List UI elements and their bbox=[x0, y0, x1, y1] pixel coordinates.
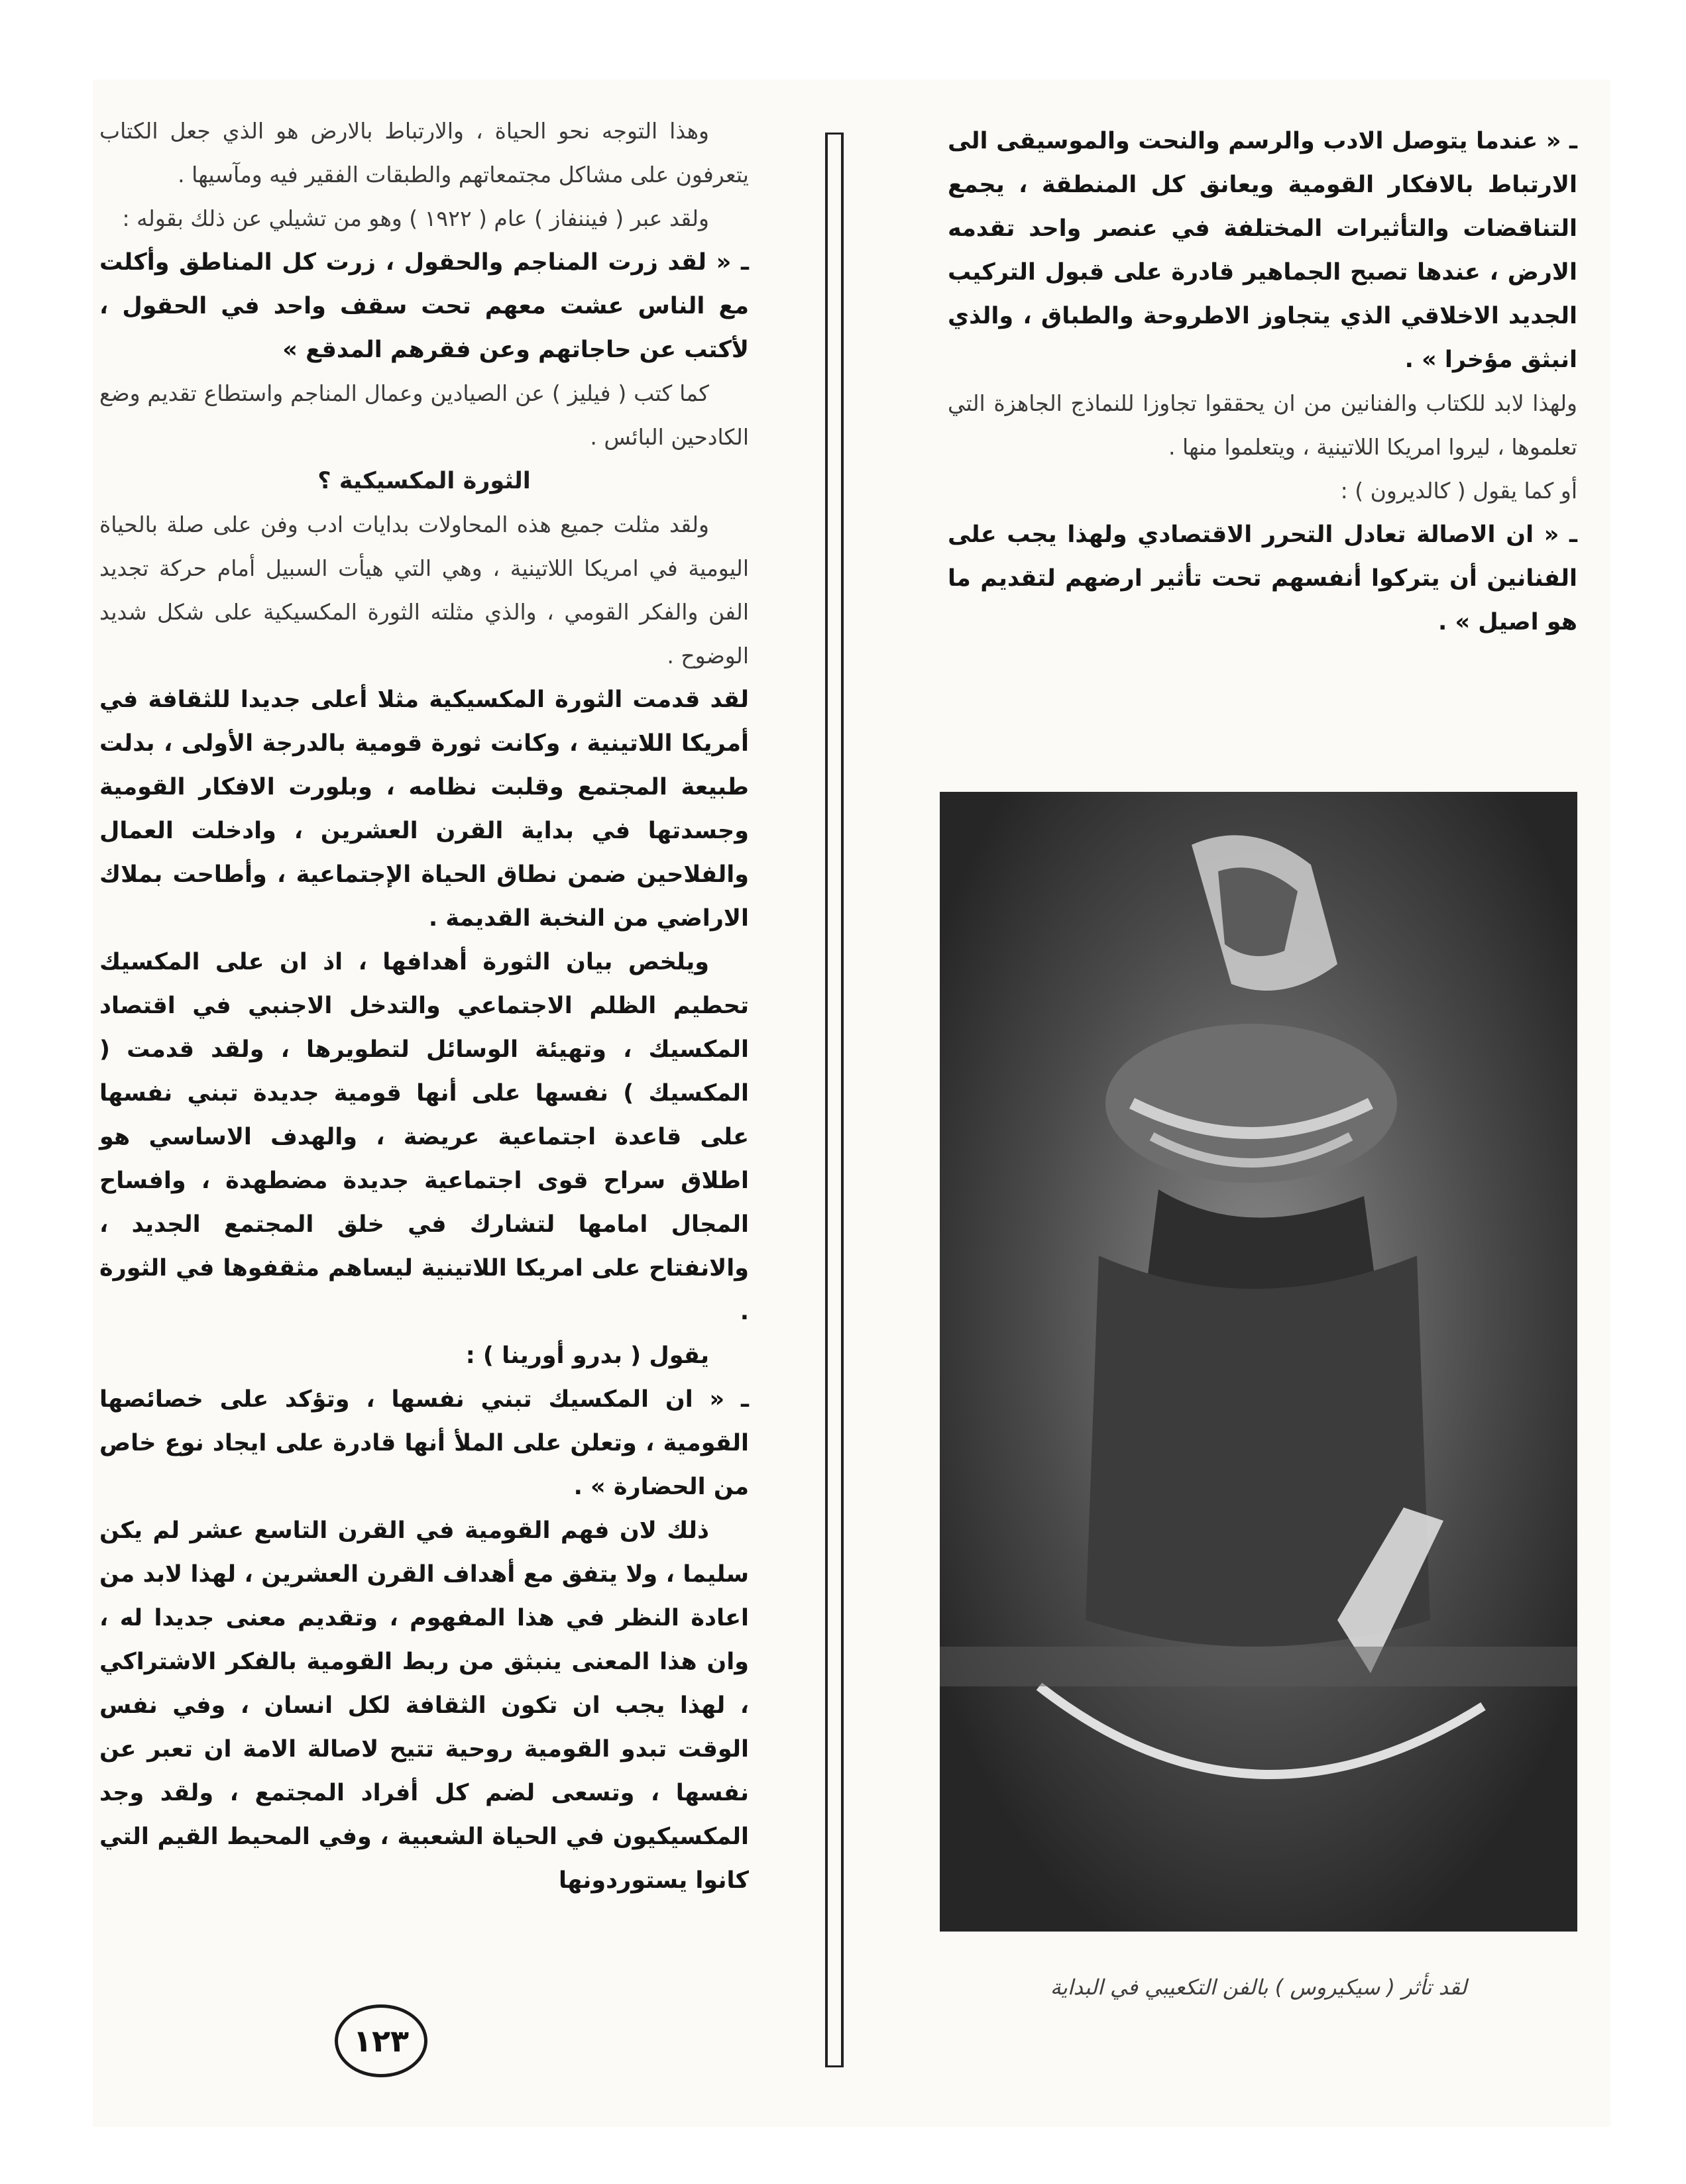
paragraph-l4: كما كتب ( فيليز ) عن الصيادين وعمال المناجم واستطاع تقديم وضع الكادحين البائس . bbox=[99, 380, 749, 450]
paragraph-l6: ولقد مثلت جميع هذه المحاولات بدايات ادب وفن على صلة بالحياة اليومية في امريكا اللاتينية ، وهي التي هيأت السبيل أمام حركة تجديد الفن والفكر القومي ، والذي مثلته الثورة المكسيكية على شكل شديد الوضوح . bbox=[99, 512, 749, 669]
quote-paragraph-1: ـ « عندما يتوصل الادب والرسم والنحت والموسيقى الى الارتباط بالافكار القومية ويعانق كل المنطقة ، يجمع التناقضات والتأثيرات المختلفة في عنصر واحد تقدمه الارض ، عندها تصبح الجماهير قادرة على قبول التركيب الجديد الاخلاقي الذي يتجاوز الاطروحة والطباق ، والذي انبثق مؤخرا » . bbox=[948, 128, 1577, 373]
paragraph-l11: ذلك لان فهم القومية في القرن التاسع عشر لم يكن سليما ، ولا يتفق مع أهداف القرن العشرين ، لهذا لابد من اعادة النظر في هذا المفهوم ، وتقديم معنى جديدا له ، وان هذا المعنى ينبثق من ربط القومية بالفكر الاشتراكي ، لهذا يجب ان تكون الثقافة لكل انسان ، وفي نفس الوقت تبدو القومية روحية تتيح لاصالة الامة ان تعبر عن نفسها ، وتسعى لضم كل أفراد المجتمع ، ولقد وجد المكسيكيون في الحياة الشعبية ، وفي المحيط القيم التي كانوا يستوردونها bbox=[99, 1517, 749, 1894]
paragraph-l8: ويلخص بيان الثورة أهدافها ، اذ ان على المكسيك تحطيم الظلم الاجتماعي والتدخل الاجنبي في اقتصاد المكسيك ، وتهيئة الوسائل لتطويرها ، ولقد قدمت ( المكسيك ) نفسها على أنها قومية جديدة تبني نفسها على قاعدة اجتماعية عريضة ، والهدف الاساسي هو اطلاق سراح قوى اجتماعية جديدة مضطهدة ، وافساح المجال امامها لتشارك في خلق المجتمع الجديد ، والانفتاح على امريكا اللاتينية ليساهم مثقفوها في الثورة . bbox=[99, 949, 749, 1325]
right-column-text bbox=[948, 119, 1577, 644]
painting-photo bbox=[940, 792, 1577, 1932]
quote-paragraph-4: ـ « ان الاصالة تعادل التحرر الاقتصادي ولهذا يجب على الفنانين أن يتركوا أنفسهم تحت تأثير ارضهم لتقديم ما هو اصيل » . bbox=[948, 521, 1577, 635]
paragraph-3: أو كما يقول ( كالديرون ) : bbox=[1340, 478, 1577, 504]
page-number: ١٢٣ bbox=[335, 2004, 427, 2077]
quote-paragraph-l10: ـ « ان المكسيك تبني نفسها ، وتؤكد على خصائصها القومية ، وتعلن على الملأ أنها قادرة على ايجاد نوع خاص من الحضارة » . bbox=[99, 1386, 749, 1500]
paragraph-l1: وهذا التوجه نحو الحياة ، والارتباط بالارض هو الذي جعل الكتاب يتعرفون على مشاكل مجتمعاتهم والطبقات الفقير فيه ومآسيها . bbox=[99, 118, 749, 188]
left-column-text bbox=[99, 109, 749, 1902]
section-heading: الثورة المكسيكية ؟ bbox=[317, 468, 531, 494]
paragraph-l9: يقول ( بدرو أورينا ) : bbox=[465, 1342, 709, 1369]
paragraph-l7: لقد قدمت الثورة المكسيكية مثلا أعلى جديدا للثقافة في أمريكا اللاتينية ، وكانت ثورة قومية بالدرجة الأولى ، بدلت طبيعة المجتمع وقلبت نظامه ، وبلورت الافكار القومية وجسدتها في بداية القرن العشرين ، وادخلت العمال والفلاحين ضمن نطاق الحياة الإجتماعية ، وأطاحت بملاك الاراضي من النخبة القديمة . bbox=[99, 686, 749, 932]
paragraph-l2: ولقد عبر ( فيننفاز ) عام ( ١٩٢٢ ) وهو من تشيلي عن ذلك بقوله : bbox=[122, 205, 709, 231]
column-divider bbox=[825, 133, 844, 2067]
paragraph-2: ولهذا لابد للكتاب والفنانين من ان يحققوا تجاوزا للنماذج الجاهزة التي تعلموها ، ليروا امريكا اللاتينية ، ويتعلموا منها . bbox=[948, 390, 1577, 460]
photo-caption: لقد تأثر ( سيكيروس ) بالفن التكعيبي في البداية bbox=[1050, 1975, 1467, 2000]
cubist-painting-image bbox=[940, 792, 1577, 1932]
quote-paragraph-l3: ـ « لقد زرت المناجم والحقول ، زرت كل المناطق وأكلت مع الناس عشت معهم تحت سقف واحد في الحقول ، لأكتب عن حاجاتهم وعن فقرهم المدقع » bbox=[99, 249, 749, 363]
